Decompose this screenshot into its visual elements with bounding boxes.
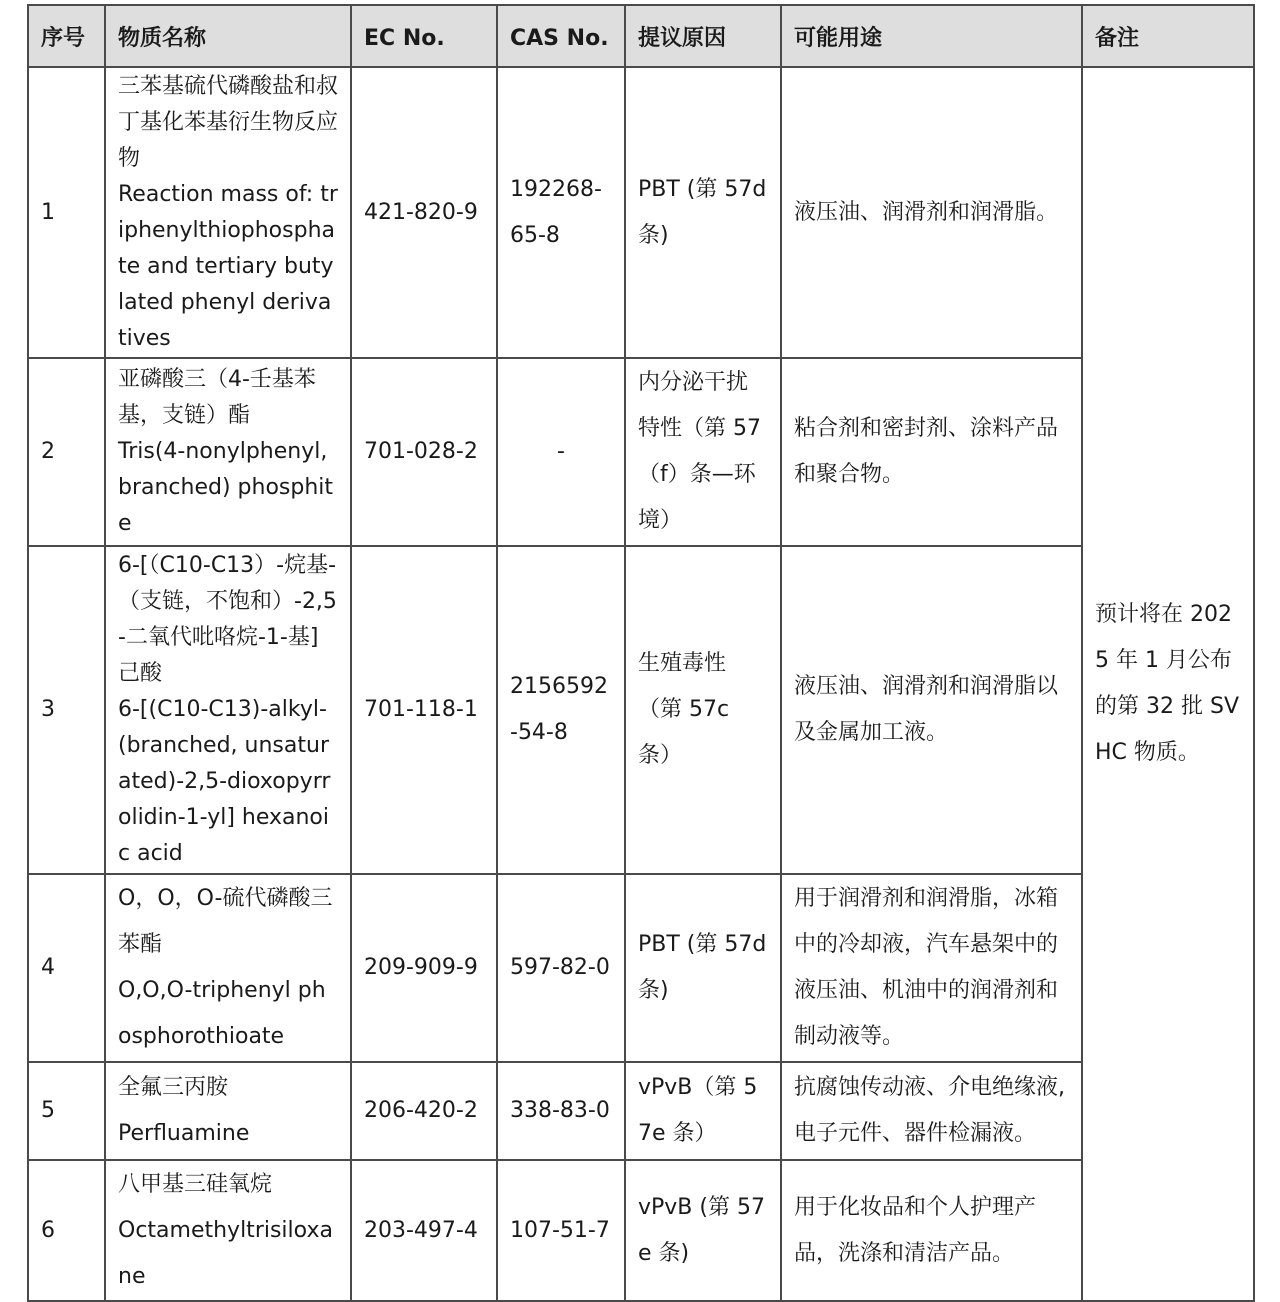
table-row xyxy=(28,1062,1254,1160)
row-cas-no: 192268-65-8 xyxy=(497,67,625,358)
row-cas-no: 597-82-0 xyxy=(497,874,625,1062)
row-note: 预计将在 2025 年 1 月公布的第 32 批 SVHC 物质。 xyxy=(1082,67,1254,1301)
header-note: 备注 xyxy=(1082,5,1254,67)
row-substance-name xyxy=(105,358,351,546)
row-cas-no: - xyxy=(497,358,625,546)
row-reason: 内分泌干扰特性（第 57（f）条—环境） xyxy=(625,358,781,546)
header-no: 序号 xyxy=(28,5,105,67)
substance-name-en: Reaction mass of: triphenylthiophosphate and tertiary butylated phenyl derivatives xyxy=(118,181,338,351)
header-possible-use: 可能用途 xyxy=(781,5,1082,67)
row-possible-use: 液压油、润滑剂和润滑脂。 xyxy=(781,67,1082,358)
row-cas-no: 2156592-54-8 xyxy=(497,546,625,874)
row-cas-no: 338-83-0 xyxy=(497,1062,625,1160)
row-reason: 生殖毒性（第 57c 条） xyxy=(625,546,781,874)
header-cas-no: CAS No. xyxy=(497,5,625,67)
row-ec-no: 421-820-9 xyxy=(351,67,497,358)
header-substance-name: 物质名称 xyxy=(105,5,351,67)
row-substance-name xyxy=(105,874,351,1062)
row-ec-no: 701-118-1 xyxy=(351,546,497,874)
table-row xyxy=(28,358,1254,546)
row-substance-name xyxy=(105,1160,351,1301)
row-no: 2 xyxy=(28,358,105,546)
table-row xyxy=(28,1160,1254,1301)
row-reason: vPvB（第 57e 条） xyxy=(625,1062,781,1160)
row-possible-use: 液压油、润滑剂和润滑脂以及金属加工液。 xyxy=(781,546,1082,874)
substance-name-en: Tris(4-nonylphenyl, branched) phosphite xyxy=(118,439,334,536)
row-reason: PBT (第 57d 条) xyxy=(625,67,781,358)
row-cas-no: 107-51-7 xyxy=(497,1160,625,1301)
table-row xyxy=(28,874,1254,1062)
row-possible-use: 用于润滑剂和润滑脂，冰箱中的冷却液，汽车悬架中的液压油、机油中的润滑剂和制动液等。 xyxy=(781,874,1082,1062)
row-substance-name xyxy=(105,67,351,358)
substance-name-en: O,O,O-triphenyl phosphorothioate xyxy=(118,978,326,1049)
header-reason: 提议原因 xyxy=(625,5,781,67)
row-ec-no: 209-909-9 xyxy=(351,874,497,1062)
row-ec-no: 701-028-2 xyxy=(351,358,497,546)
substance-name-cn: 三苯基硫代磷酸盐和叔丁基化苯基衍生物反应物 xyxy=(118,73,339,171)
header-ec-no: EC No. xyxy=(351,5,497,67)
substance-name-en: 6-[(C10-C13)-alkyl-(branched, unsaturated)-2,5-dioxopyrrolidin-1-yl] hexanoic acid xyxy=(118,697,331,866)
row-ec-no: 203-497-4 xyxy=(351,1160,497,1301)
row-reason: vPvB (第 57e 条) xyxy=(625,1160,781,1301)
row-no: 6 xyxy=(28,1160,105,1301)
row-possible-use: 抗腐蚀传动液、介电绝缘液,电子元件、器件检漏液。 xyxy=(781,1062,1082,1160)
substance-name-en: Octamethyltrisiloxane xyxy=(118,1217,333,1289)
svhc-table xyxy=(27,4,1255,1302)
row-reason: PBT (第 57d 条) xyxy=(625,874,781,1062)
substance-name-en: Perfluamine xyxy=(118,1121,250,1146)
row-no: 3 xyxy=(28,546,105,874)
substance-name-cn: O，O，O-硫代磷酸三苯酯 xyxy=(118,886,333,957)
table-row xyxy=(28,67,1254,358)
table-row xyxy=(28,546,1254,874)
row-substance-name xyxy=(105,546,351,874)
substance-name-cn: 6-[（C10-C13）-烷基-（支链，不饱和）-2,5-二氧代吡咯烷-1-基] 己酸 xyxy=(118,553,337,686)
header-row xyxy=(28,5,1254,67)
row-ec-no: 206-420-2 xyxy=(351,1062,497,1160)
row-no: 1 xyxy=(28,67,105,358)
substance-name-cn: 八甲基三硅氧烷 xyxy=(118,1171,273,1197)
row-possible-use: 用于化妆品和个人护理产品，洗涤和清洁产品。 xyxy=(781,1160,1082,1301)
substance-name-cn: 全氟三丙胺 xyxy=(118,1075,229,1100)
row-possible-use: 粘合剂和密封剂、涂料产品和聚合物。 xyxy=(781,358,1082,546)
row-no: 5 xyxy=(28,1062,105,1160)
row-substance-name xyxy=(105,1062,351,1160)
row-no: 4 xyxy=(28,874,105,1062)
substance-name-cn: 亚磷酸三（4-壬基苯基，支链）酯 xyxy=(118,367,316,428)
